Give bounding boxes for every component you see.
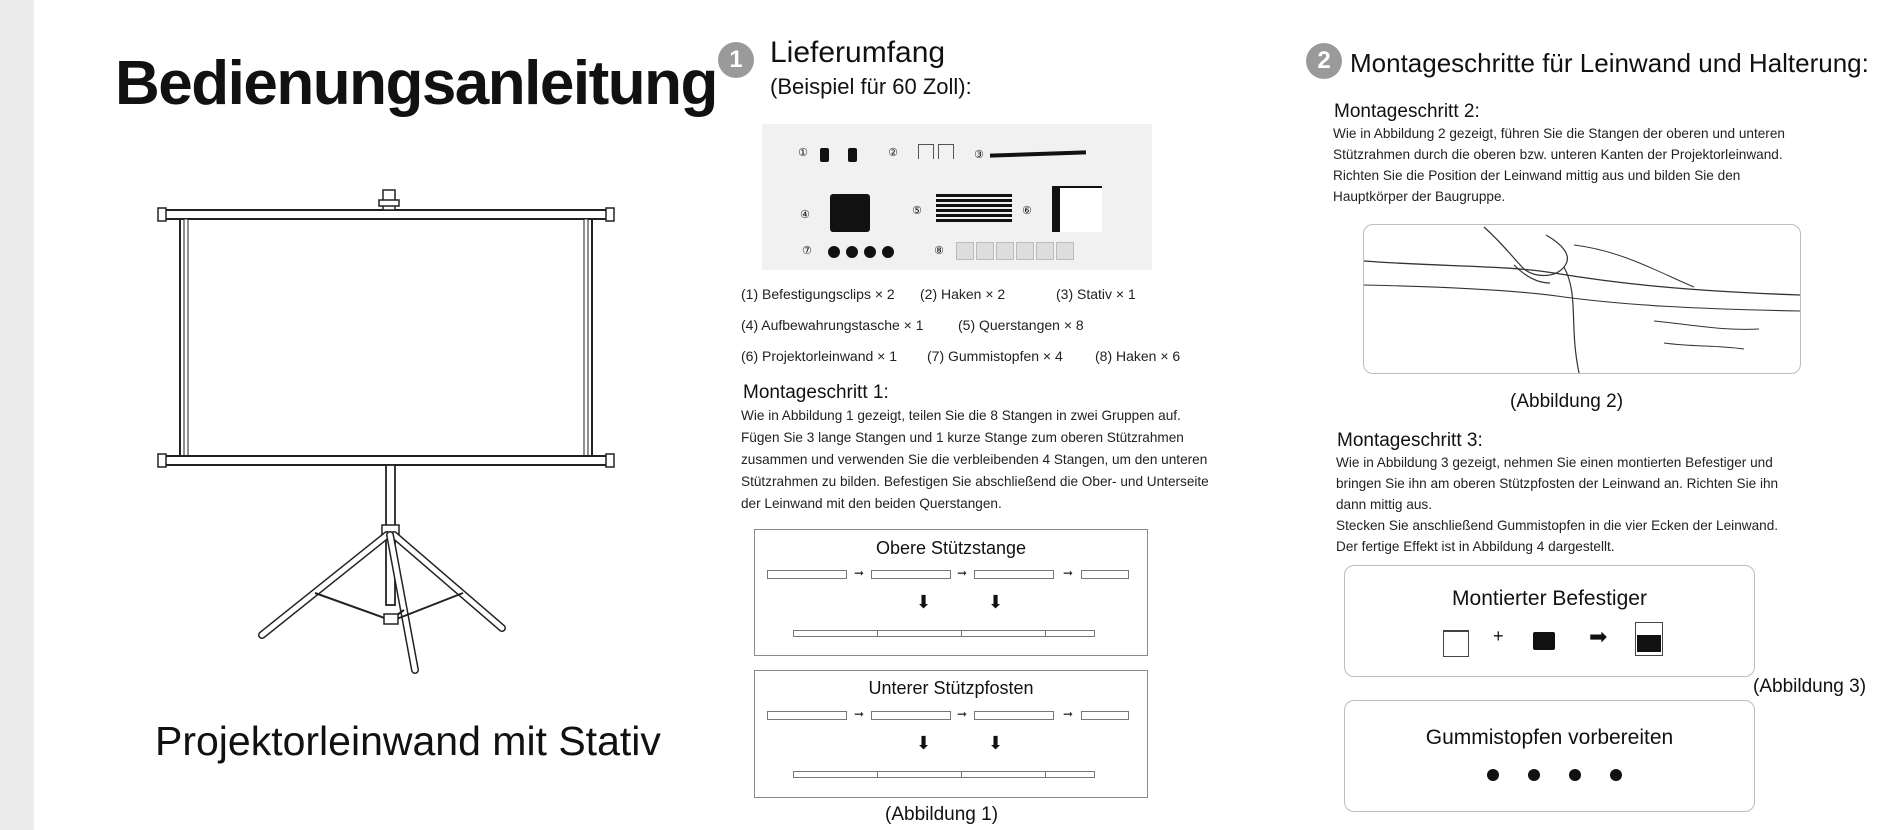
step1-text: [741, 405, 1209, 515]
section2-number-badge: 2: [1306, 43, 1342, 79]
contents-item-7: (7) Gummistopfen × 4: [927, 348, 1063, 364]
photo-label-2: ②: [888, 147, 898, 159]
step3-title: Montageschritt 3:: [1337, 430, 1483, 451]
assembled-rod-segment: [793, 771, 878, 778]
arrow-down-icon: ⬇: [916, 733, 932, 753]
upper-support-label: Obere Stützstange: [875, 538, 1027, 558]
rubber-stopper-icon: [828, 246, 840, 258]
page-subtitle: Projektorleinwand mit Stativ: [155, 718, 661, 764]
hook-icon: [1443, 630, 1469, 657]
step3-line: Wie in Abbildung 3 gezeigt, nehmen Sie einen montierten Befestiger und: [1336, 455, 1773, 470]
rubber-stopper-icon: [846, 246, 858, 258]
arrow-down-icon: ⬇: [988, 592, 1004, 612]
hook-icon: [1056, 242, 1074, 260]
assembled-rod-segment: [961, 771, 1046, 778]
hook-icon: [996, 242, 1014, 260]
arrow-right-icon: ➞: [957, 566, 968, 580]
lower-support-label: Unterer Stützpfosten: [868, 678, 1034, 698]
assembled-rod-segment: [877, 630, 962, 637]
step1-title: Montageschritt 1:: [743, 382, 889, 403]
rod-segment: [974, 711, 1054, 720]
step2-text: [1333, 123, 1785, 207]
contents-item-8: (8) Haken × 6: [1095, 348, 1181, 364]
arrow-right-icon: ➞: [854, 707, 865, 721]
left-page-edge: [0, 0, 34, 830]
clip-icon: [820, 148, 829, 162]
arrow-right-icon: ➞: [1063, 566, 1074, 580]
section1-heading: Lieferumfang: [770, 36, 946, 69]
figure2-illustration: [1363, 224, 1801, 374]
photo-label-3: ③: [974, 149, 984, 161]
contents-item-3: (3) Stativ × 1: [1056, 286, 1136, 302]
rod-segment: [974, 570, 1054, 579]
rubber-stopper-icon: [1487, 769, 1499, 781]
rubber-stopper-icon: [1569, 769, 1581, 781]
photo-label-1: ①: [798, 147, 808, 159]
figure1-caption: (Abbildung 1): [885, 804, 999, 825]
rod-segment: [871, 570, 951, 579]
contents-item-4: (4) Aufbewahrungstasche × 1: [741, 317, 924, 333]
hand-threading-rod-drawing: [1364, 225, 1800, 373]
cross-bars-icon: [936, 194, 1012, 224]
photo-label-4: ④: [800, 209, 810, 221]
step1-line: zusammen und verwenden Sie die verbleibenden 4 Stangen, um den unteren: [741, 452, 1208, 467]
section1-number-badge: 1: [718, 42, 754, 78]
contents-item-2: (2) Haken × 2: [920, 286, 1006, 302]
arrow-down-icon: ⬇: [916, 592, 932, 612]
contents-item-5: (5) Querstangen × 8: [958, 317, 1084, 333]
arrow-down-icon: ⬇: [988, 733, 1004, 753]
step2-line: Wie in Abbildung 2 gezeigt, führen Sie die Stangen der oberen und unteren: [1333, 126, 1785, 141]
rubber-stopper-icon: [864, 246, 876, 258]
step3-text: [1336, 452, 1778, 557]
screen-roll-icon: [1052, 186, 1102, 232]
page-title: Bedienungsanleitung: [115, 49, 717, 118]
hook-icon: [976, 242, 994, 260]
assembled-rod-segment: [877, 771, 962, 778]
step3-line: dann mittig aus.: [1336, 497, 1432, 512]
contents-item-1: (1) Befestigungsclips × 2: [741, 286, 895, 302]
arrow-right-icon: ➞: [1063, 707, 1074, 721]
photo-label-5: ⑤: [912, 205, 922, 217]
step1-line: Wie in Abbildung 1 gezeigt, teilen Sie die 8 Stangen in zwei Gruppen auf.: [741, 408, 1181, 423]
arrow-right-icon: ➡: [1589, 624, 1608, 649]
step2-line: Stützrahmen durch die oberen bzw. unteren Kanten der Projektorleinwand.: [1333, 147, 1783, 162]
fastener-label: Montierter Befestiger: [1452, 587, 1647, 610]
hook-icon: [938, 144, 954, 159]
rubber-stopper-icon: [882, 246, 894, 258]
section1-subheading: (Beispiel für 60 Zoll):: [770, 74, 972, 99]
photo-label-7: ⑦: [802, 245, 812, 257]
step1-line: Fügen Sie 3 lange Stangen und 1 kurze Stange zum oberen Stützrahmen: [741, 430, 1184, 445]
figure3-fastener-box: [1344, 565, 1755, 677]
rod-segment: [767, 711, 847, 720]
step3-line: Der fertige Effekt ist in Abbildung 4 dargestellt.: [1336, 539, 1615, 554]
stopper-label: Gummistopfen vorbereiten: [1425, 726, 1674, 749]
figure4-stopper-box: [1344, 700, 1755, 812]
rubber-stopper-icon: [1610, 769, 1622, 781]
step1-line: Stützrahmen zu bilden. Befestigen Sie abschließend die Ober- und Unterseite: [741, 474, 1209, 489]
rubber-stopper-icon: [1528, 769, 1540, 781]
rod-segment: [871, 711, 951, 720]
assembled-rod-segment: [1045, 630, 1095, 637]
photo-label-8: ⑧: [934, 245, 944, 257]
assembled-fastener-icon: [1635, 622, 1663, 656]
step2-line: Hauptkörper der Baugruppe.: [1333, 189, 1506, 204]
step2-title: Montageschritt 2:: [1334, 101, 1480, 122]
step2-line: Richten Sie die Position der Leinwand mittig aus und bilden Sie den: [1333, 168, 1741, 183]
tripod-stand-icon: [990, 150, 1086, 157]
photo-label-6: ⑥: [1022, 205, 1032, 217]
hook-icon: [1036, 242, 1054, 260]
rod-segment-short: [1081, 570, 1129, 579]
storage-bag-icon: [830, 194, 870, 232]
figure1-upper-support-box: [754, 529, 1148, 656]
tripod-screen-illustration: [150, 180, 630, 680]
package-contents-photo: [762, 124, 1152, 270]
figure2-caption: (Abbildung 2): [1510, 391, 1624, 412]
contents-item-6: (6) Projektorleinwand × 1: [741, 348, 898, 364]
figure3-caption: (Abbildung 3): [1753, 676, 1867, 697]
step1-line: der Leinwand mit den beiden Querstangen.: [741, 496, 1002, 511]
plus-sign: +: [1493, 626, 1504, 646]
step3-line: bringen Sie ihn am oberen Stützpfosten der Leinwand an. Richten Sie ihn: [1336, 476, 1779, 491]
section2-heading: Montageschritte für Leinwand und Halterung:: [1350, 48, 1869, 78]
hook-icon: [918, 144, 934, 159]
rod-segment: [767, 570, 847, 579]
clip-icon: [848, 148, 857, 162]
figure1-lower-support-box: [754, 670, 1148, 798]
step3-line: Stecken Sie anschließend Gummistopfen in die vier Ecken der Leinwand.: [1336, 518, 1779, 533]
assembled-rod-segment: [1045, 771, 1095, 778]
assembled-rod-segment: [793, 630, 878, 637]
hook-icon: [956, 242, 974, 260]
hook-icon: [1016, 242, 1034, 260]
arrow-right-icon: ➞: [854, 566, 865, 580]
arrow-right-icon: ➞: [957, 707, 968, 721]
assembled-rod-segment: [961, 630, 1046, 637]
clip-icon: [1533, 632, 1555, 650]
rod-segment-short: [1081, 711, 1129, 720]
